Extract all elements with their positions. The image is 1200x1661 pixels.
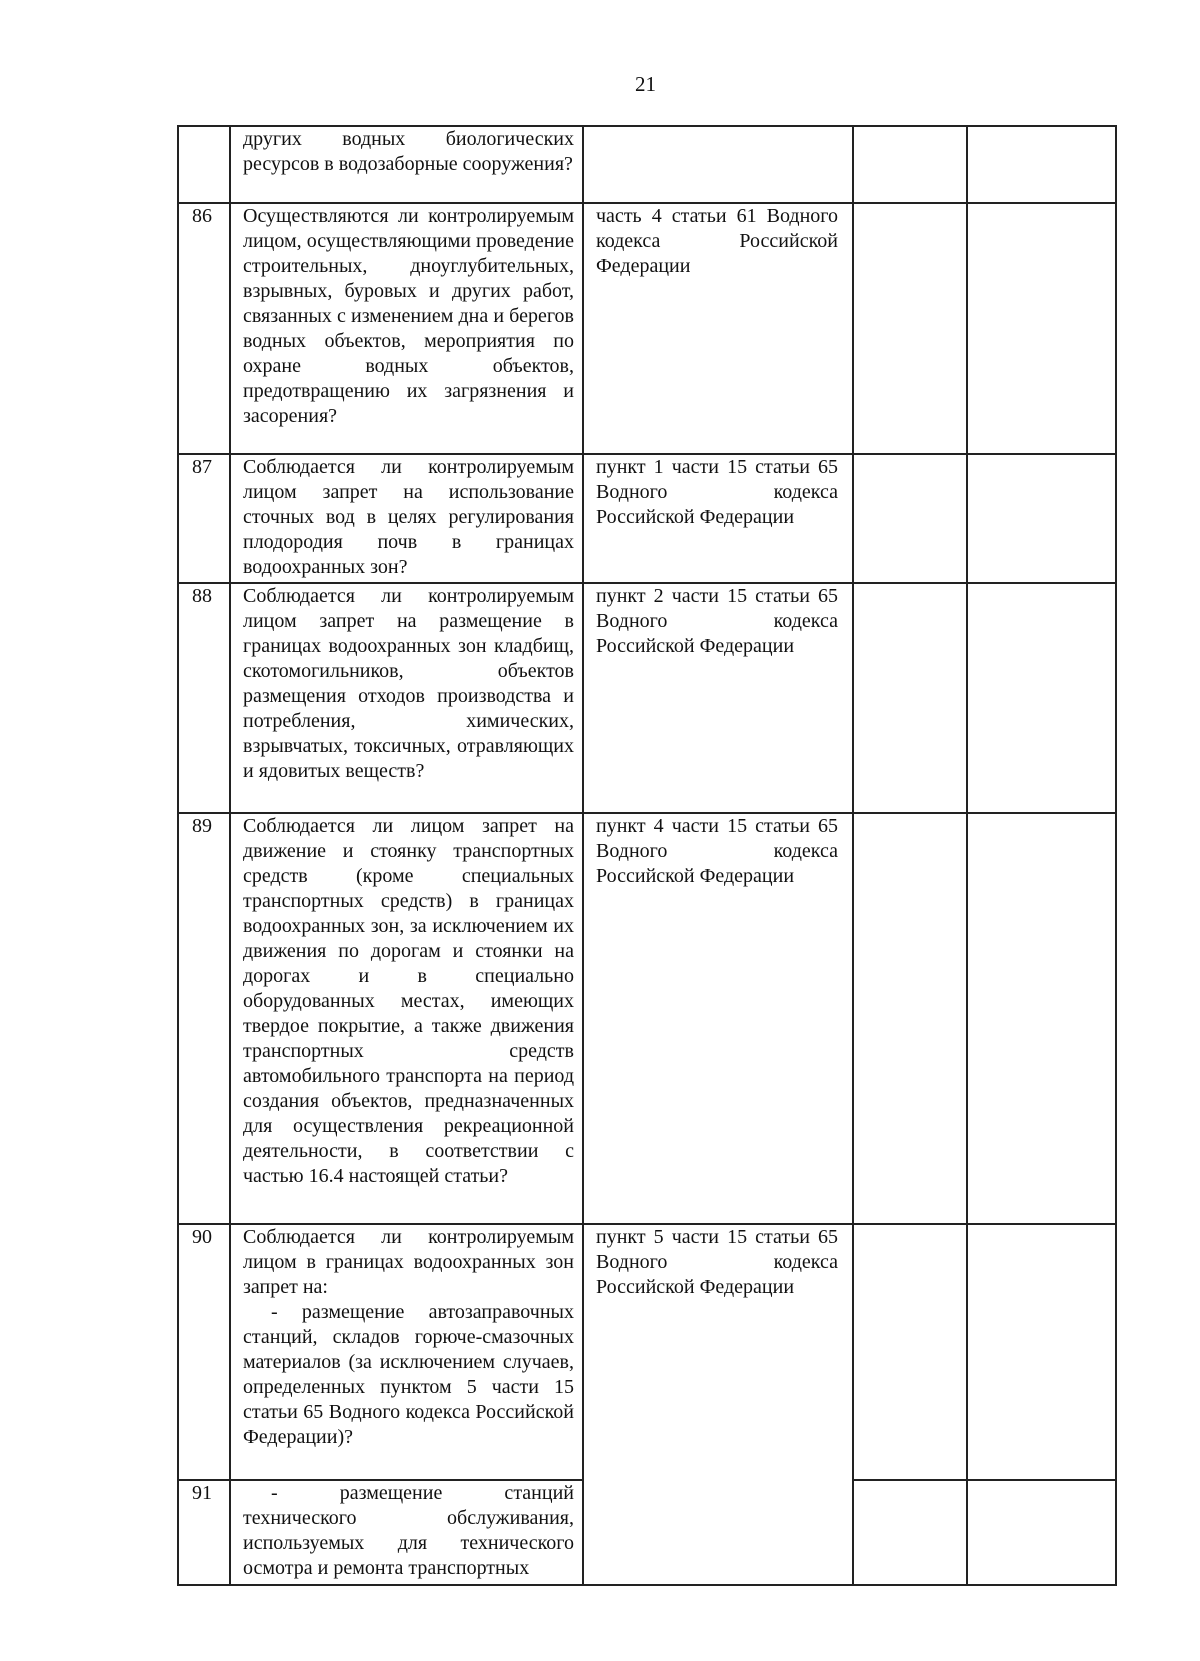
row-number: 88 bbox=[178, 583, 230, 814]
empty-cell bbox=[967, 583, 1116, 814]
empty-cell bbox=[853, 1480, 967, 1585]
empty-cell bbox=[967, 126, 1116, 203]
checklist-table bbox=[177, 125, 1117, 1586]
question-text: Соблюдается ли лицом запрет на движение и стоянку транспортных средств (кроме специальных транспортных средств) в границах водоохранных зон, за исключением их движения по дорогам и стоянки на дорогах и в специально оборудованных местах, имеющих твердое покрытие, а также движения транспортных средств автомобильного транспорта на период создания объектов, предназначенных для осуществления рекреационной деятельности, в соответствии с частью 16.4 настоящей статьи? bbox=[230, 813, 583, 1223]
legal-reference: часть 4 статьи 61 Водного кодекса Российской Федерации bbox=[583, 203, 853, 454]
question-text: Соблюдается ли контролируемым лицом запрет на размещение в границах водоохранных зон кладбищ, скотомогильников, объектов размещения отходов производства и потребления, химических, взрывчатых, токсичных, отравляющих и ядовитых веществ? bbox=[230, 583, 583, 814]
empty-cell bbox=[967, 813, 1116, 1223]
question-text bbox=[230, 1480, 583, 1585]
empty-cell bbox=[967, 1224, 1116, 1480]
empty-cell bbox=[967, 203, 1116, 454]
empty-cell bbox=[853, 813, 967, 1223]
table-row bbox=[178, 583, 1116, 814]
legal-reference bbox=[583, 126, 853, 203]
empty-cell bbox=[853, 126, 967, 203]
question-subitem: - размещение станций технического обслуживания, используемых для технического осмотра и ремонта транспортных bbox=[243, 1481, 574, 1579]
legal-reference: пункт 1 части 15 статьи 65 Водного кодекса Российской Федерации bbox=[583, 454, 853, 583]
page-number: 21 bbox=[635, 72, 656, 96]
row-number bbox=[178, 126, 230, 203]
table-row bbox=[178, 813, 1116, 1223]
table-row bbox=[178, 126, 1116, 203]
empty-cell bbox=[853, 203, 967, 454]
empty-cell bbox=[853, 1224, 967, 1480]
empty-cell bbox=[853, 583, 967, 814]
question-subitem: - размещение автозаправочных станций, складов горюче-смазочных материалов (за исключением случаев, определенных пунктом 5 части 15 статьи 65 Водного кодекса Российской Федерации)? bbox=[243, 1300, 574, 1448]
empty-cell bbox=[967, 1480, 1116, 1585]
row-number: 86 bbox=[178, 203, 230, 454]
table-row bbox=[178, 454, 1116, 583]
question-text: других водных биологических ресурсов в водозаборные сооружения? bbox=[230, 126, 583, 203]
question-text: Соблюдается ли контролируемым лицом запрет на использование сточных вод в целях регулирования плодородия почв в границах водоохранных зон? bbox=[230, 454, 583, 583]
question-intro: Соблюдается ли контролируемым лицом в границах водоохранных зон запрет на: bbox=[243, 1225, 574, 1298]
row-number: 91 bbox=[178, 1480, 230, 1585]
row-number: 87 bbox=[178, 454, 230, 583]
table-row bbox=[178, 1224, 1116, 1480]
legal-reference: пункт 4 части 15 статьи 65 Водного кодекса Российской Федерации bbox=[583, 813, 853, 1223]
legal-reference: пункт 2 части 15 статьи 65 Водного кодекса Российской Федерации bbox=[583, 583, 853, 814]
row-number: 89 bbox=[178, 813, 230, 1223]
legal-reference: пункт 5 части 15 статьи 65 Водного кодекса Российской Федерации bbox=[583, 1224, 853, 1586]
empty-cell bbox=[853, 454, 967, 583]
question-text: Осуществляются ли контролируемым лицом, осуществляющими проведение строительных, дноуглубительных, взрывных, буровых и других работ, связанных с изменением дна и берегов водных объектов, мероприятия по охране водных объектов, предотвращению их загрязнения и засорения? bbox=[230, 203, 583, 454]
row-number: 90 bbox=[178, 1224, 230, 1480]
empty-cell bbox=[967, 454, 1116, 583]
question-text bbox=[230, 1224, 583, 1480]
table-row bbox=[178, 203, 1116, 454]
